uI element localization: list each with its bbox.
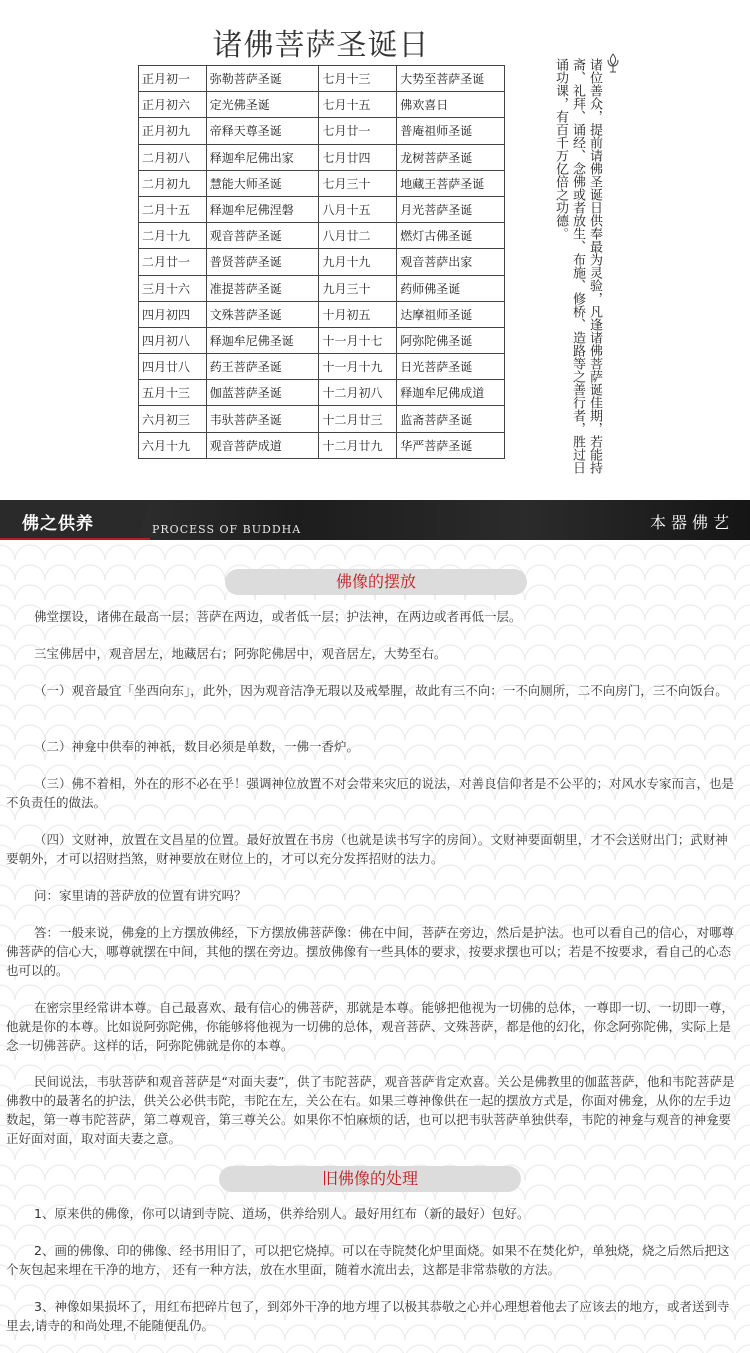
lotus-icon <box>605 52 621 74</box>
holiday-name-cell: 定光佛圣诞 <box>206 92 319 118</box>
table-row <box>139 301 505 327</box>
s1-paragraph-2: 三宝佛居中，观音居左，地藏居右；阿弥陀佛居中，观音居左，大势至右。 <box>34 646 447 661</box>
holiday-name-cell: 伽蓝菩萨圣诞 <box>206 380 319 406</box>
holiday-name-cell: 帝释天尊圣诞 <box>206 118 319 144</box>
s1-paragraph-4: （二）神龛中供奉的神祇，数目必须是单数，一佛一香炉。 <box>34 739 360 754</box>
section1-heading: 佛像的摆放 <box>225 569 527 595</box>
date-cell: 十二月初八 <box>319 380 397 406</box>
holiday-name-cell: 观音菩萨成道 <box>206 432 319 458</box>
date-cell: 九月三十 <box>319 275 397 301</box>
table-row <box>139 275 505 301</box>
table-row <box>139 118 505 144</box>
table-row <box>139 223 505 249</box>
s1-paragraph-6: （四）文财神，放置在文昌星的位置。最好放置在书房（也就是读书写字的房间）。文财神要面朝里，才不会送财出门；武财神要朝外，才可以招财挡煞，财神要放在财位上的，才可以充分发挥招财的法力。 <box>6 832 728 866</box>
date-cell: 十二月廿三 <box>319 406 397 432</box>
s1-paragraph-7: 问：家里请的菩萨放的位置有讲究吗？ <box>34 888 247 903</box>
holiday-name-cell: 普贤菩萨圣诞 <box>206 249 319 275</box>
date-cell: 七月十五 <box>319 92 397 118</box>
s1-paragraph-1: 佛堂摆设，诸佛在最高一层；菩萨在两边，或者低一层；护法神，在两边或者再低一层。 <box>34 609 522 624</box>
s2-paragraph-2: 2、画的佛像、印的佛像、经书用旧了，可以把它烧掉。可以在寺院焚化炉里面烧。如果不在焚化炉，单独烧，烧之后然后把这个灰包起来埋在干净的地方， 还有一种方法，放在水里面，随着水流出去，这都是非常恭敬的方法。 <box>6 1243 730 1277</box>
date-cell: 五月十三 <box>139 380 207 406</box>
holiday-name-cell: 韦驮菩萨圣诞 <box>206 406 319 432</box>
table-row <box>139 170 505 196</box>
date-cell: 二月十五 <box>139 196 207 222</box>
table-row <box>139 144 505 170</box>
table-row <box>139 66 505 92</box>
holiday-name-cell: 佛欢喜日 <box>397 92 505 118</box>
holiday-name-cell: 观音菩萨出家 <box>397 249 505 275</box>
date-cell: 七月廿一 <box>319 118 397 144</box>
date-cell: 二月十九 <box>139 223 207 249</box>
holiday-name-cell: 地藏王菩萨圣诞 <box>397 170 505 196</box>
date-cell: 七月十三 <box>319 66 397 92</box>
date-cell: 六月十九 <box>139 432 207 458</box>
date-cell: 四月廿八 <box>139 354 207 380</box>
holy-days-section <box>0 0 750 500</box>
s1-paragraph-5: （三）佛不着相，外在的形不必在乎！强调神位放置不对会带来灾厄的说法，对善良信仰者是不公平的；对风水专家而言，也是不负责任的做法。 <box>6 776 735 810</box>
banner-brand: 本器佛艺 <box>649 513 734 532</box>
date-cell: 二月初九 <box>139 170 207 196</box>
section2-heading: 旧佛像的处理 <box>219 1166 521 1192</box>
date-cell: 四月初八 <box>139 327 207 353</box>
date-cell: 四月初四 <box>139 301 207 327</box>
table-row <box>139 196 505 222</box>
table-row <box>139 327 505 353</box>
vertical-note: 诸位善众，提前请佛圣诞日供奉最为灵验，凡逢诸佛菩萨诞佳期，若能持斋、礼拜、诵经、念佛或者放生、布施、修桥、造路等之善行者，胜过日诵功课，有百千万亿倍之功德。 <box>553 58 602 474</box>
holiday-name-cell: 月光菩萨圣诞 <box>397 196 505 222</box>
table-row <box>139 406 505 432</box>
s2-paragraph-1: 1、原来供的佛像，你可以请到寺院、道场，供养给别人。最好用红布（新的最好）包好。 <box>34 1206 530 1221</box>
holiday-name-cell: 日光菩萨圣诞 <box>397 354 505 380</box>
table-row <box>139 92 505 118</box>
date-cell: 十月初五 <box>319 301 397 327</box>
banner-title: 佛之供养 <box>22 514 94 534</box>
holiday-name-cell: 华严菩萨圣诞 <box>397 432 505 458</box>
page-title: 诸佛菩萨圣诞日 <box>212 28 430 63</box>
s1-paragraph-9: 在密宗里经常讲本尊。自己最喜欢、最有信心的佛菩萨，那就是本尊。能够把他视为一切佛的总体，一尊即一切、一切即一尊，他就是你的本尊。比如说阿弥陀佛，你能够将他视为一切佛的总体，观音菩萨、文殊菩萨，都是他的幻化，你念阿弥陀佛，实际上是念一切佛菩萨。这样的话，阿弥陀佛就是你的本尊。 <box>6 1000 735 1053</box>
table-row <box>139 380 505 406</box>
holiday-name-cell: 观音菩萨圣诞 <box>206 223 319 249</box>
holiday-name-cell: 释迦牟尼佛圣诞 <box>206 327 319 353</box>
table-row <box>139 354 505 380</box>
holiday-name-cell: 龙树菩萨圣诞 <box>397 144 505 170</box>
s1-paragraph-3: （一）观音最宜「坐西向东」，此外，因为观音洁净无瑕以及戒晕腥，故此有三不向：一不向厕所，二不向房门，三不向饭台。 <box>34 683 728 698</box>
s1-paragraph-10: 民间说法，韦驮菩萨和观音菩萨是“对面夫妻”，供了韦陀菩萨，观音菩萨肯定欢喜。关公是佛教里的伽蓝菩萨，他和韦陀菩萨是佛教中的最著名的护法，供关公必供韦陀，韦陀在左，关公在右。如果三尊神像供在一起的摆放方式是，你面对佛龛，从你的左手边数起，第一尊韦陀菩萨，第二尊观音，第三尊关公。如果你不怕麻烦的话，也可以把韦驮菩萨单独供奉，韦陀的神龛与观音的神龛要正好面对面，取对面夫妻之意。 <box>6 1074 735 1146</box>
date-cell: 八月廿二 <box>319 223 397 249</box>
holiday-name-cell: 药王菩萨圣诞 <box>206 354 319 380</box>
date-cell: 九月十九 <box>319 249 397 275</box>
holiday-name-cell: 慧能大师圣诞 <box>206 170 319 196</box>
holiday-name-cell: 普庵祖师圣诞 <box>397 118 505 144</box>
date-cell: 十一月十九 <box>319 354 397 380</box>
holiday-name-cell: 药师佛圣诞 <box>397 275 505 301</box>
date-cell: 七月廿四 <box>319 144 397 170</box>
date-cell: 正月初六 <box>139 92 207 118</box>
holiday-name-cell: 达摩祖师圣诞 <box>397 301 505 327</box>
banner-subtitle: PROCESS OF BUDDHA <box>152 523 302 536</box>
holiday-name-cell: 释迦牟尼佛出家 <box>206 144 319 170</box>
holiday-name-cell: 文殊菩萨圣诞 <box>206 301 319 327</box>
date-cell: 二月初八 <box>139 144 207 170</box>
section-banner <box>0 500 750 540</box>
date-cell: 十一月十七 <box>319 327 397 353</box>
holiday-name-cell: 监斋菩萨圣诞 <box>397 406 505 432</box>
date-cell: 七月三十 <box>319 170 397 196</box>
holiday-name-cell: 弥勒菩萨圣诞 <box>206 66 319 92</box>
date-cell: 十二月廿九 <box>319 432 397 458</box>
date-cell: 正月初一 <box>139 66 207 92</box>
date-cell: 三月十六 <box>139 275 207 301</box>
holiday-name-cell: 释迦牟尼佛成道 <box>397 380 505 406</box>
holy-days-table <box>138 65 505 459</box>
s2-paragraph-3: 3、神像如果损坏了，用红布把碎片包了，到郊外干净的地方埋了以极其恭敬之心并心理想着他去了应该去的地方，或者送到寺里去,请寺的和尚处理,不能随便乱仍。 <box>6 1299 730 1333</box>
article-content <box>0 540 750 1353</box>
holiday-name-cell: 释迦牟尼佛涅磐 <box>206 196 319 222</box>
holiday-name-cell: 大势至菩萨圣诞 <box>397 66 505 92</box>
holiday-name-cell: 准提菩萨圣诞 <box>206 275 319 301</box>
s1-paragraph-8: 答：一般来说，佛龛的上方摆放佛经，下方摆放佛菩萨像：佛在中间，菩萨在旁边，然后是护法。也可以看自己的信心，对哪尊佛菩萨的信心大，哪尊就摆在中间，其他的摆在旁边。摆放佛像有一些具体的要求，按要求摆也可以；若是不按要求，看自己的心态也可以的。 <box>6 925 735 978</box>
date-cell: 六月初三 <box>139 406 207 432</box>
date-cell: 八月十五 <box>319 196 397 222</box>
holiday-name-cell: 阿弥陀佛圣诞 <box>397 327 505 353</box>
date-cell: 正月初九 <box>139 118 207 144</box>
date-cell: 二月廿一 <box>139 249 207 275</box>
holiday-name-cell: 燃灯古佛圣诞 <box>397 223 505 249</box>
table-row <box>139 249 505 275</box>
table-row <box>139 432 505 458</box>
